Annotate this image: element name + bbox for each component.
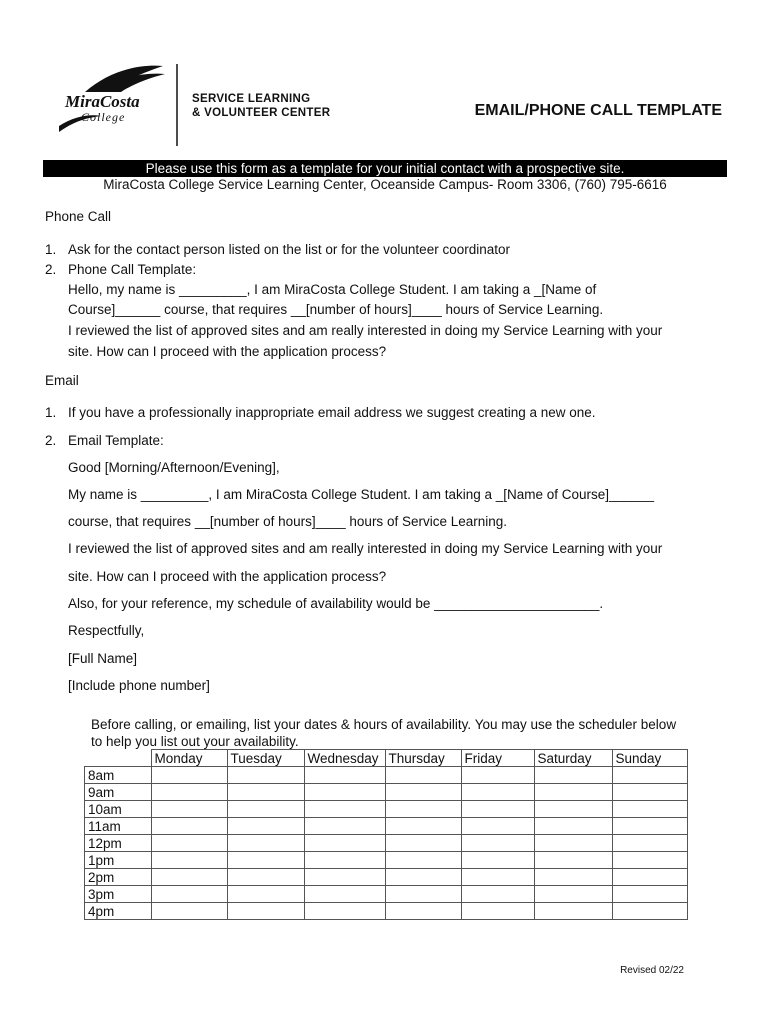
table-row — [85, 852, 688, 869]
availability-cell[interactable] — [151, 903, 227, 920]
table-row — [85, 903, 688, 920]
day-header: Thursday — [385, 750, 461, 767]
table-row — [85, 886, 688, 903]
time-label: 12pm — [85, 835, 152, 852]
availability-cell[interactable] — [534, 818, 612, 835]
availability-cell[interactable] — [612, 852, 687, 869]
day-header: Tuesday — [227, 750, 304, 767]
availability-cell[interactable] — [304, 903, 385, 920]
table-row — [85, 767, 688, 784]
availability-cell[interactable] — [534, 784, 612, 801]
address-line: MiraCosta College Service Learning Center, Oceanside Campus- Room 3306, (760) 795-6616 — [103, 177, 667, 192]
time-label: 3pm — [85, 886, 152, 903]
availability-cell[interactable] — [304, 801, 385, 818]
template-line: I reviewed the list of approved sites and am really interested in doing my Service Learning with your — [68, 323, 663, 338]
availability-cell[interactable] — [304, 835, 385, 852]
availability-cell[interactable] — [227, 886, 304, 903]
time-label: 8am — [85, 767, 152, 784]
list-number: 1. — [45, 405, 57, 420]
availability-cell[interactable] — [612, 835, 687, 852]
time-label: 4pm — [85, 903, 152, 920]
template-line: [Include phone number] — [68, 678, 210, 693]
availability-cell[interactable] — [385, 767, 461, 784]
template-line: Hello, my name is _________, I am MiraCosta College Student. I am taking a _[Name of — [68, 282, 597, 297]
availability-cell[interactable] — [612, 784, 687, 801]
availability-cell[interactable] — [385, 869, 461, 886]
availability-cell[interactable] — [612, 869, 687, 886]
day-header: Wednesday — [304, 750, 385, 767]
template-line: site. How can I proceed with the application process? — [68, 344, 387, 359]
availability-cell[interactable] — [227, 852, 304, 869]
availability-cell[interactable] — [151, 852, 227, 869]
template-line: Course]______ course, that requires __[number of hours]____ hours of Service Learning. — [68, 302, 604, 317]
list-number: 2. — [45, 433, 57, 448]
table-row — [85, 784, 688, 801]
list-item: Ask for the contact person listed on the list or for the volunteer coordinator — [68, 242, 510, 257]
time-label: 10am — [85, 801, 152, 818]
availability-cell[interactable] — [461, 784, 534, 801]
miracosta-logo — [55, 62, 185, 148]
availability-cell[interactable] — [385, 903, 461, 920]
template-line: site. How can I proceed with the application process? — [68, 569, 387, 584]
availability-cell[interactable] — [534, 835, 612, 852]
availability-cell[interactable] — [612, 801, 687, 818]
availability-cell[interactable] — [534, 869, 612, 886]
availability-cell[interactable] — [385, 852, 461, 869]
list-item: Email Template: — [68, 433, 164, 448]
availability-cell[interactable] — [227, 801, 304, 818]
email-heading: Email — [45, 373, 79, 388]
availability-cell[interactable] — [304, 869, 385, 886]
list-item: If you have a professionally inappropriate email address we suggest creating a new one. — [68, 405, 596, 420]
availability-cell[interactable] — [227, 818, 304, 835]
availability-cell[interactable] — [151, 767, 227, 784]
day-header: Monday — [151, 750, 227, 767]
template-line: Good [Morning/Afternoon/Evening], — [68, 460, 280, 475]
template-line: My name is _________, I am MiraCosta College Student. I am taking a _[Name of Course]______ — [68, 487, 655, 502]
availability-cell[interactable] — [227, 869, 304, 886]
availability-table — [84, 749, 688, 920]
availability-cell[interactable] — [612, 886, 687, 903]
day-header: Friday — [461, 750, 534, 767]
availability-cell[interactable] — [151, 818, 227, 835]
revision-note: Revised 02/22 — [620, 965, 684, 976]
availability-cell[interactable] — [151, 886, 227, 903]
availability-cell[interactable] — [151, 835, 227, 852]
availability-cell[interactable] — [461, 886, 534, 903]
availability-cell[interactable] — [385, 835, 461, 852]
list-number: 2. — [45, 262, 57, 277]
template-line: I reviewed the list of approved sites and am really interested in doing my Service Learning with your — [68, 541, 663, 556]
availability-cell[interactable] — [612, 903, 687, 920]
availability-cell[interactable] — [461, 869, 534, 886]
table-row — [85, 801, 688, 818]
template-line: Respectfully, — [68, 623, 145, 638]
availability-cell[interactable] — [227, 784, 304, 801]
availability-cell[interactable] — [304, 886, 385, 903]
availability-cell[interactable] — [461, 903, 534, 920]
availability-cell[interactable] — [385, 818, 461, 835]
template-line: [Full Name] — [68, 651, 138, 666]
logo-college: College — [81, 110, 126, 124]
list-item: Phone Call Template: — [68, 262, 197, 277]
availability-cell[interactable] — [385, 886, 461, 903]
availability-cell[interactable] — [227, 767, 304, 784]
availability-cell[interactable] — [534, 852, 612, 869]
phone-heading: Phone Call — [45, 209, 112, 224]
time-label: 2pm — [85, 869, 152, 886]
availability-cell[interactable] — [461, 835, 534, 852]
availability-cell[interactable] — [151, 784, 227, 801]
time-label: 1pm — [85, 852, 152, 869]
time-label: 9am — [85, 784, 152, 801]
logo-name: MiraCosta — [65, 92, 140, 111]
table-header-row — [85, 750, 688, 767]
time-label: 11am — [85, 818, 152, 835]
availability-cell[interactable] — [227, 903, 304, 920]
availability-cell[interactable] — [304, 852, 385, 869]
schedule-intro: Before calling, or emailing, list your dates & hours of availability. You may use the scheduler below to help you list out your availability. — [91, 717, 677, 749]
page-title: EMAIL/PHONE CALL TEMPLATE — [474, 102, 722, 119]
availability-cell[interactable] — [461, 852, 534, 869]
day-header: Sunday — [612, 750, 687, 767]
availability-cell[interactable] — [534, 903, 612, 920]
corner-cell — [85, 750, 152, 767]
availability-cell[interactable] — [227, 835, 304, 852]
availability-cell[interactable] — [304, 784, 385, 801]
list-number: 1. — [45, 242, 57, 257]
availability-cell[interactable] — [534, 886, 612, 903]
availability-cell[interactable] — [151, 869, 227, 886]
availability-cell[interactable] — [461, 801, 534, 818]
availability-cell[interactable] — [304, 767, 385, 784]
availability-cell[interactable] — [385, 801, 461, 818]
availability-cell[interactable] — [151, 801, 227, 818]
template-line: Also, for your reference, my schedule of availability would be ______________________. — [68, 596, 604, 611]
table-row — [85, 818, 688, 835]
availability-cell[interactable] — [385, 784, 461, 801]
availability-cell[interactable] — [612, 818, 687, 835]
day-header: Saturday — [534, 750, 612, 767]
availability-cell[interactable] — [304, 818, 385, 835]
instruction-banner: Please use this form as a template for your initial contact with a prospective site. — [43, 160, 727, 177]
availability-cell[interactable] — [534, 801, 612, 818]
availability-cell[interactable] — [461, 818, 534, 835]
center-name: SERVICE LEARNING & VOLUNTEER CENTER — [192, 93, 331, 119]
availability-cell[interactable] — [461, 767, 534, 784]
table-row — [85, 835, 688, 852]
template-line: course, that requires __[number of hours]____ hours of Service Learning. — [68, 514, 508, 529]
availability-cell[interactable] — [612, 767, 687, 784]
availability-cell[interactable] — [534, 767, 612, 784]
table-row — [85, 869, 688, 886]
